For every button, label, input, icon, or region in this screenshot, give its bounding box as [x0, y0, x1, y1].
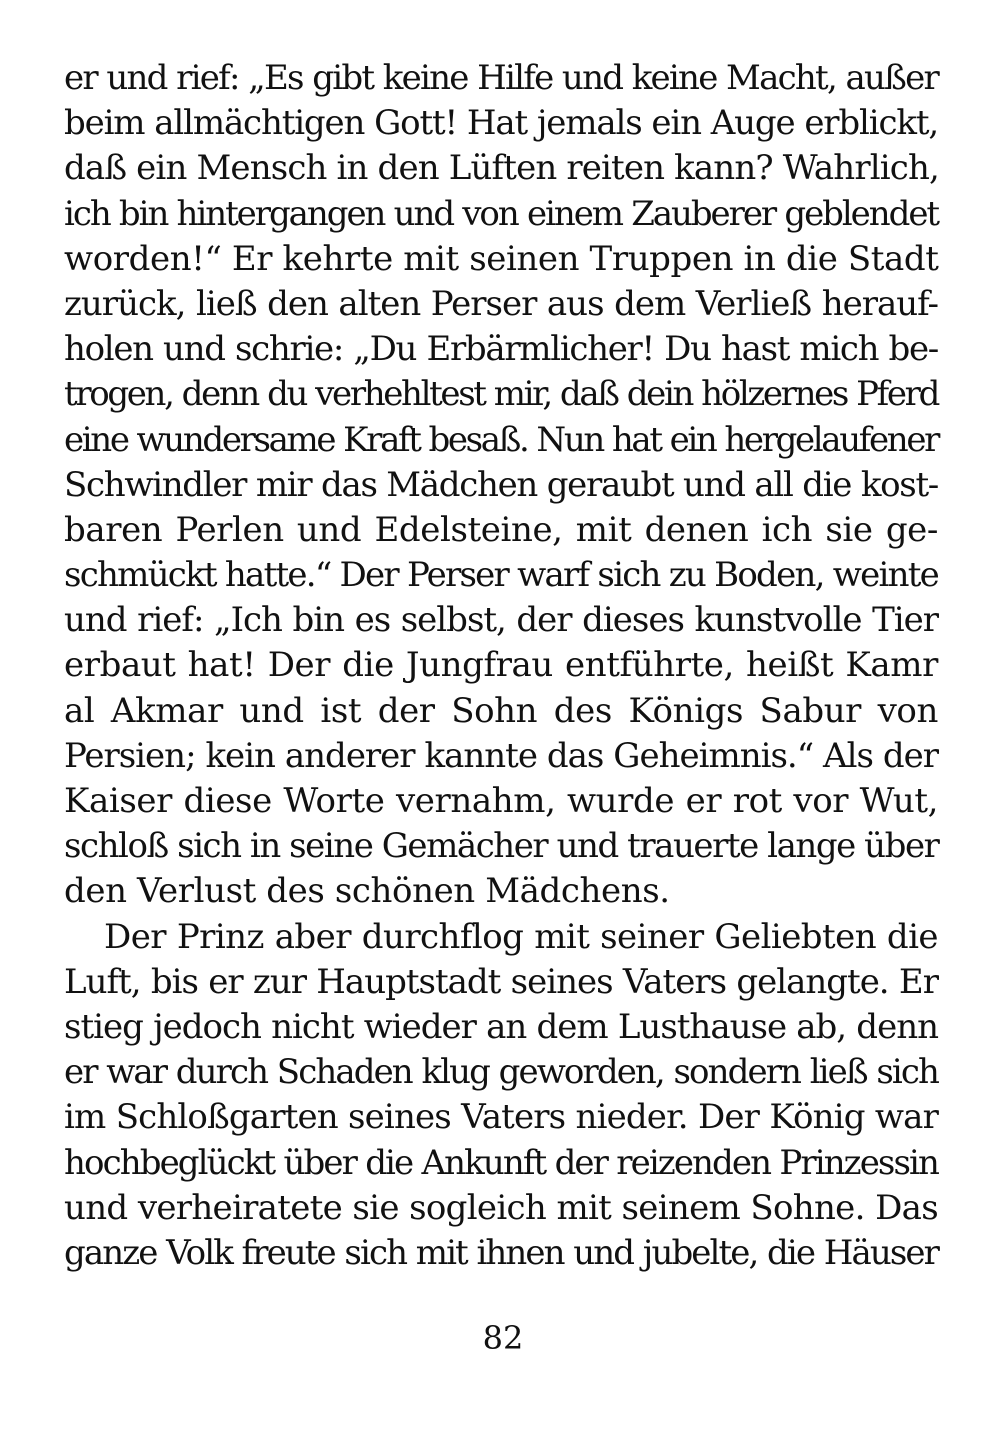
text-line: al Akmar und ist der Sohn des Königs Sabur von: [64, 690, 938, 731]
page-body: [64, 56, 938, 1276]
text-line: eine wundersame Kraft besaß. Nun hat ein hergelaufener: [64, 419, 938, 460]
text-line: beim allmächtigen Gott! Hat jemals ein Auge erblickt,: [64, 103, 938, 144]
text-line: stieg jedoch nicht wieder an dem Lusthause ab, denn: [64, 1006, 938, 1047]
text-line: Persien; kein anderer kannte das Geheimnis.“ Als der: [64, 735, 938, 776]
text-line: Schwindler mir das Mädchen geraubt und all die kost-: [64, 464, 938, 505]
text-line: er war durch Schaden klug geworden, sondern ließ sich: [64, 1052, 938, 1093]
paragraph-1: [64, 56, 938, 915]
text-line: ganze Volk freute sich mit ihnen und jubelte, die Häuser: [64, 1232, 938, 1273]
text-line: Der Prinz aber durchflog mit seiner Geliebten die: [104, 916, 938, 957]
text-line: baren Perlen und Edelsteine, mit denen ich sie ge-: [64, 509, 938, 550]
text-line: und rief: „Ich bin es selbst, der dieses kunstvolle Tier: [64, 600, 938, 641]
text-line: erbaut hat! Der die Jungfrau entführte, heißt Kamr: [64, 645, 938, 686]
page-number: 82: [482, 1319, 524, 1357]
text-line: und verheiratete sie sogleich mit seinem Sohne. Das: [64, 1187, 938, 1228]
text-line: Luft, bis er zur Hauptstadt seines Vaters gelangte. Er: [64, 961, 938, 1002]
text-line: ich bin hintergangen und von einem Zauberer geblendet: [64, 193, 938, 234]
text-line: schmückt hatte.“ Der Perser warf sich zu Boden, weinte: [64, 555, 938, 596]
text-line: worden!“ Er kehrte mit seinen Truppen in die Stadt: [64, 238, 939, 279]
text-line: im Schloßgarten seines Vaters nieder. Der König war: [64, 1097, 938, 1138]
text-line: hochbeglückt über die Ankunft der reizenden Prinzessin: [64, 1142, 938, 1183]
text-line: holen und schrie: „Du Erbärmlicher! Du hast mich be-: [64, 329, 938, 370]
text-line: den Verlust des schönen Mädchens.: [64, 871, 670, 912]
text-line: schloß sich in seine Gemächer und trauerte lange über: [64, 826, 939, 867]
text-line: er und rief: „Es gibt keine Hilfe und keine Macht, außer: [64, 58, 938, 98]
text-line: trogen, denn du verhehltest mir, daß dein hölzernes Pferd: [64, 374, 938, 415]
text-line: zurück, ließ den alten Perser aus dem Verließ herauf-: [64, 283, 938, 324]
paragraph-2: [64, 915, 938, 1277]
text-line: Kaiser diese Worte vernahm, wurde er rot vor Wut,: [64, 781, 938, 821]
text-line: daß ein Mensch in den Lüften reiten kann? Wahrlich,: [64, 148, 939, 189]
